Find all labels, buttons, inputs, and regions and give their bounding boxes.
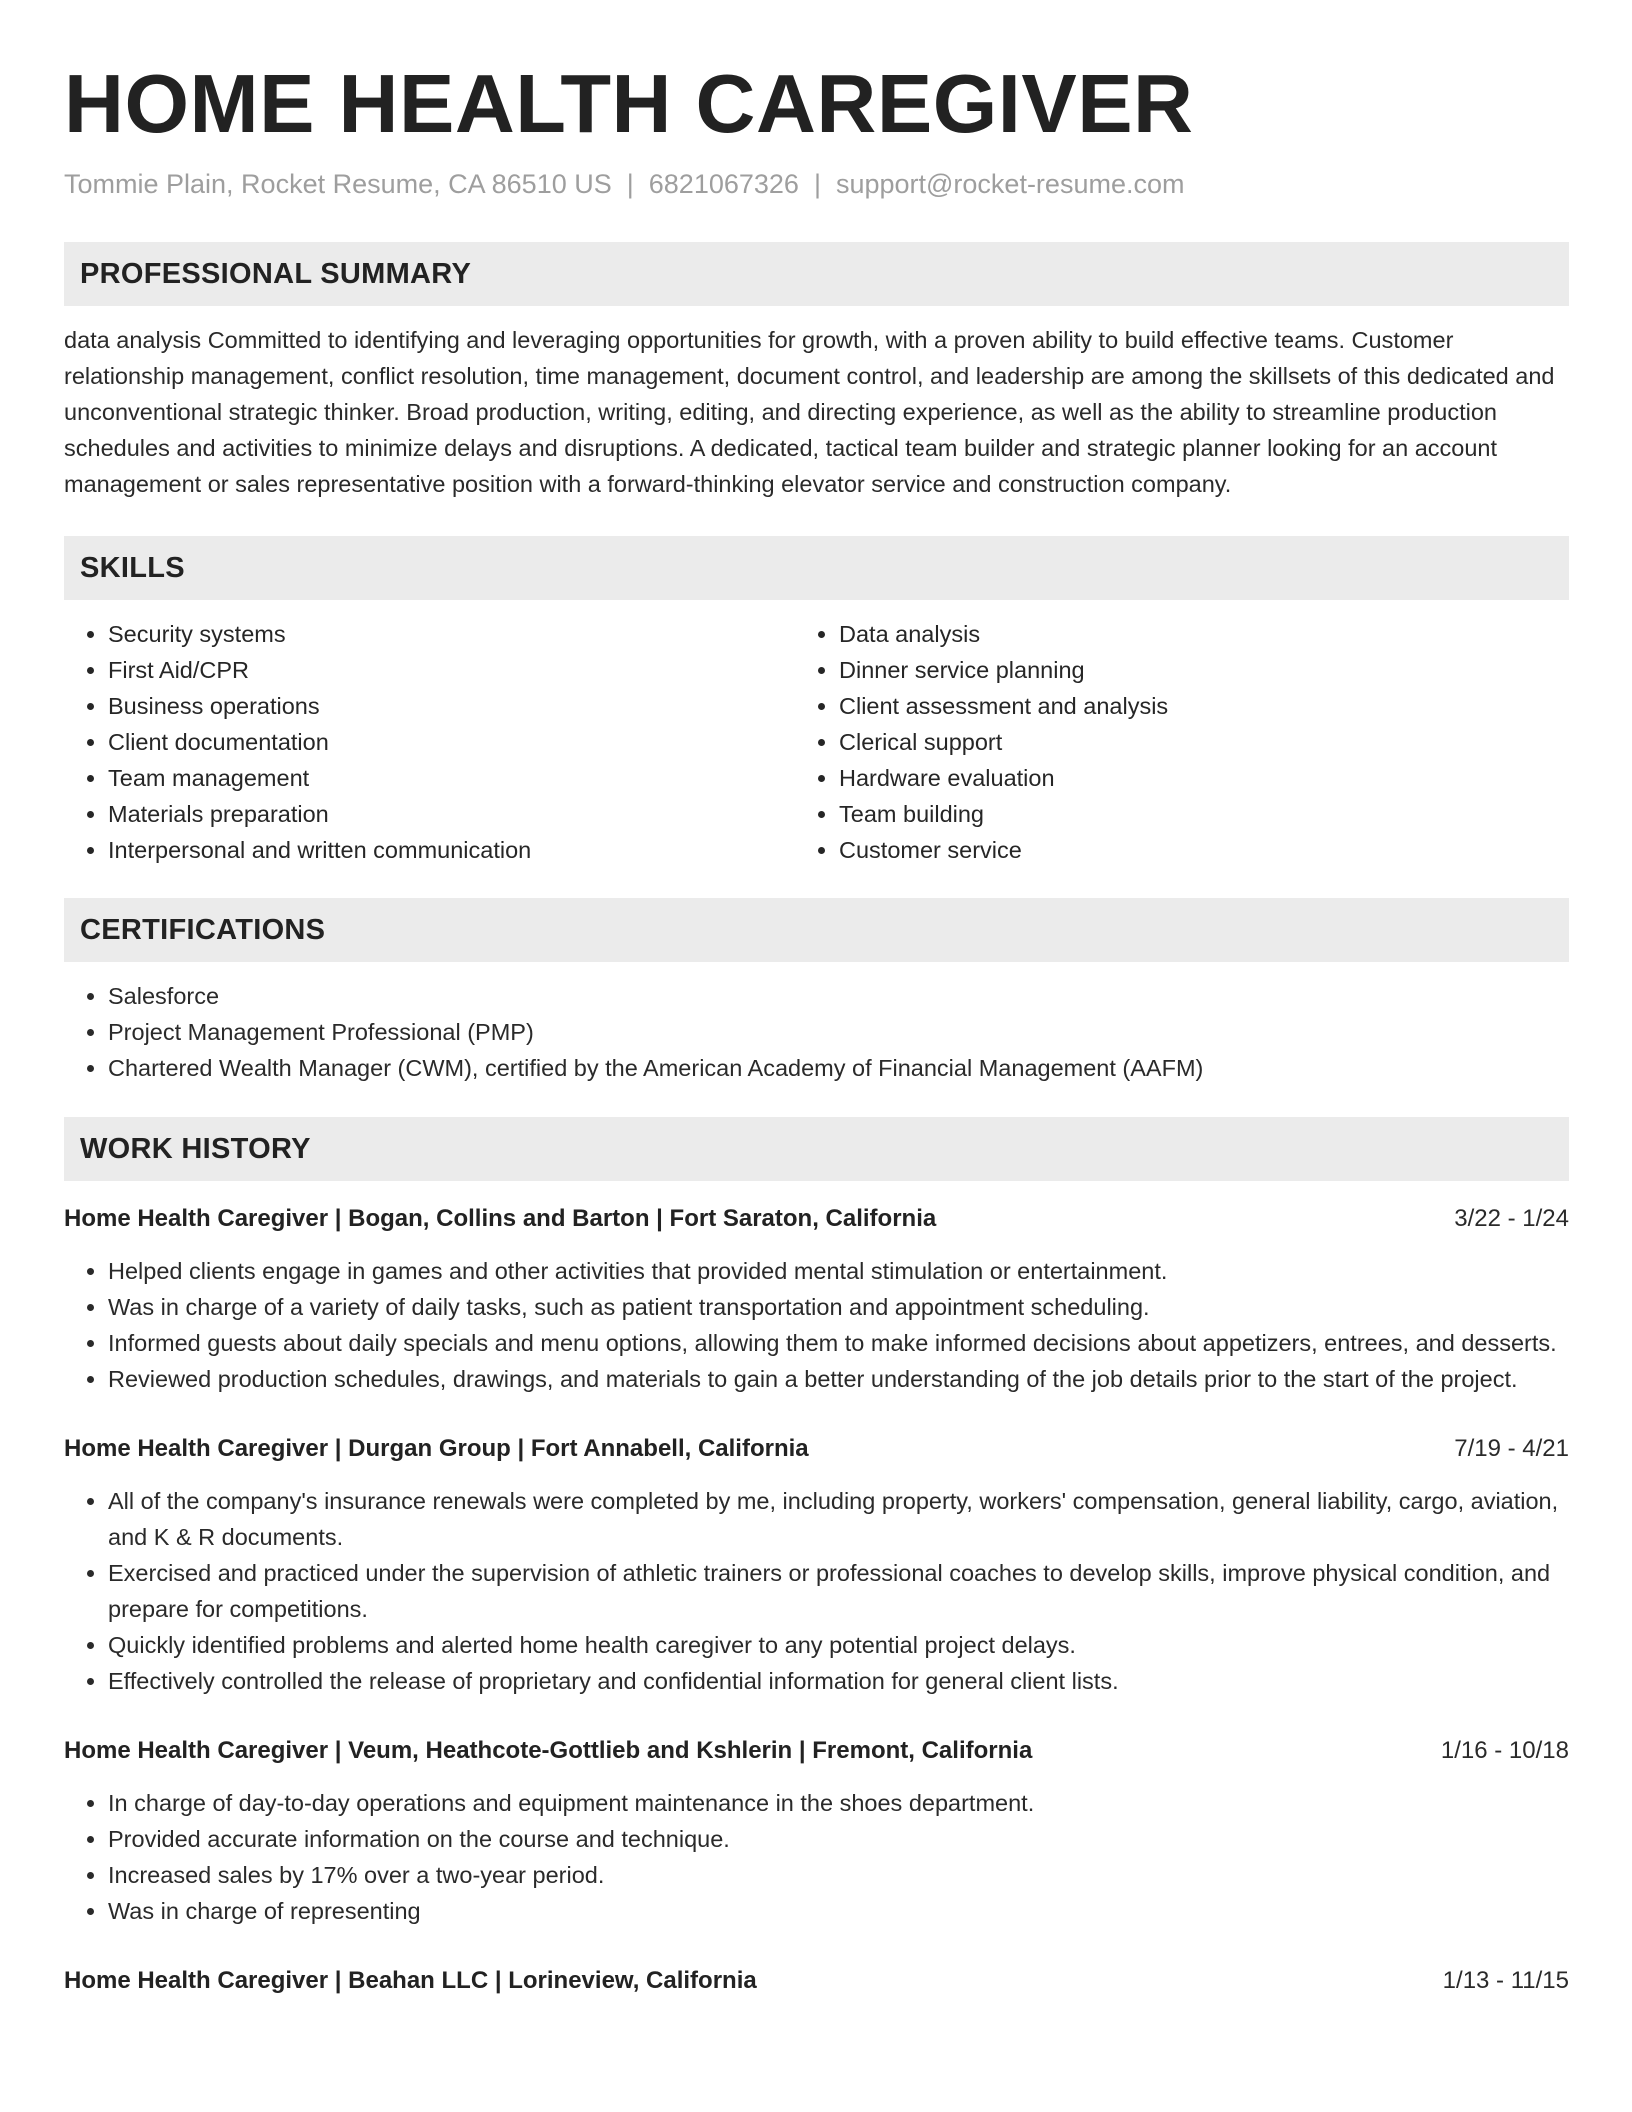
skill-item: • Team building bbox=[839, 796, 1569, 832]
job-dates: 1/13 - 11/15 bbox=[1442, 1967, 1569, 1994]
job-dates: 1/16 - 10/18 bbox=[1440, 1737, 1569, 1764]
skill-item: • Client assessment and analysis bbox=[839, 688, 1569, 724]
job-title: Home Health Caregiver | Veum, Heathcote-Gottlieb and Kshlerin | Fremont, California bbox=[64, 1737, 1033, 1764]
skill-item: • Data analysis bbox=[839, 616, 1569, 652]
job-entry bbox=[64, 1431, 1569, 1699]
summary-text: data analysis Committed to identifying and leveraging opportunities for growth, with a proven ability to build effective teams. Customer relationship management, conflict resolution, time management, document control, and leadership are among the skillsets of this dedicated and unconventional strategic thinker. Broad production, writing, editing, and directing experience, as well as the ability to streamline production schedules and activities to minimize delays and disruptions. A dedicated, tactical team builder and strategic planner looking for an account management or sales representative position with a forward-thinking elevator service and construction company. bbox=[64, 327, 1555, 497]
job-bullet: • Reviewed production schedules, drawings, and materials to gain a better understanding of the job details prior to the start of the project. bbox=[108, 1361, 1569, 1397]
job-bullet: • Provided accurate information on the course and technique. bbox=[108, 1821, 1569, 1857]
skills-column-left bbox=[64, 616, 761, 868]
skill-item: • Hardware evaluation bbox=[839, 760, 1569, 796]
contact-separator: | bbox=[813, 169, 821, 199]
job-title: Home Health Caregiver | Durgan Group | Fort Annabell, California bbox=[64, 1435, 809, 1462]
resume-page bbox=[64, 0, 1569, 1999]
job-header bbox=[64, 1963, 1569, 1999]
job-header bbox=[64, 1431, 1569, 1467]
job-bullet: • Increased sales by 17% over a two-year period. bbox=[108, 1857, 1569, 1893]
job-entry bbox=[64, 1733, 1569, 1929]
job-bullet: • Was in charge of representing bbox=[108, 1893, 1569, 1929]
job-title: Home Health Caregiver | Beahan LLC | Lorineview, California bbox=[64, 1967, 757, 1994]
skills-heading: SKILLS bbox=[64, 536, 1569, 600]
job-title: Home Health Caregiver | Bogan, Collins and Barton | Fort Saraton, California bbox=[64, 1205, 937, 1232]
skill-item: • Client documentation bbox=[108, 724, 761, 760]
job-bullets bbox=[64, 1253, 1569, 1397]
job-header bbox=[64, 1733, 1569, 1769]
job-bullet: • Was in charge of a variety of daily tasks, such as patient transportation and appointment scheduling. bbox=[108, 1289, 1569, 1325]
certifications-list bbox=[64, 978, 1569, 1086]
work-history-heading: WORK HISTORY bbox=[64, 1117, 1569, 1181]
job-bullet: • Exercised and practiced under the supervision of athletic trainers or professional coaches to develop skills, improve physical condition, and prepare for competitions. bbox=[108, 1555, 1569, 1627]
skill-item: • First Aid/CPR bbox=[108, 652, 761, 688]
skill-item: • Interpersonal and written communication bbox=[108, 832, 761, 868]
skill-item: • Security systems bbox=[108, 616, 761, 652]
job-bullet: • In charge of day-to-day operations and equipment maintenance in the shoes department. bbox=[108, 1785, 1569, 1821]
job-entry bbox=[64, 1201, 1569, 1397]
job-bullet: • All of the company's insurance renewals were completed by me, including property, workers' compensation, general liability, cargo, aviation, and K & R documents. bbox=[108, 1483, 1569, 1555]
contact-separator: | bbox=[626, 169, 634, 199]
skills-list bbox=[64, 616, 1569, 868]
certification-item: • Project Management Professional (PMP) bbox=[108, 1014, 1569, 1050]
skill-item: • Team management bbox=[108, 760, 761, 796]
resume-title: HOME HEALTH CAREGIVER bbox=[64, 57, 1194, 150]
job-header bbox=[64, 1201, 1569, 1237]
certification-item: • Salesforce bbox=[108, 978, 1569, 1014]
skill-item: • Materials preparation bbox=[108, 796, 761, 832]
skills-column-right bbox=[761, 616, 1569, 868]
job-bullets bbox=[64, 1785, 1569, 1929]
job-bullet: • Quickly identified problems and alerted home health caregiver to any potential project delays. bbox=[108, 1627, 1569, 1663]
certifications-heading: CERTIFICATIONS bbox=[64, 898, 1569, 962]
job-dates: 3/22 - 1/24 bbox=[1454, 1205, 1569, 1232]
contact-address: Tommie Plain, Rocket Resume, CA 86510 US bbox=[64, 169, 612, 199]
job-bullet: • Effectively controlled the release of proprietary and confidential information for general client lists. bbox=[108, 1663, 1569, 1699]
job-bullets bbox=[64, 1483, 1569, 1699]
certification-item: • Chartered Wealth Manager (CWM), certified by the American Academy of Financial Management (AAFM) bbox=[108, 1050, 1569, 1086]
job-bullet: • Informed guests about daily specials and menu options, allowing them to make informed decisions about appetizers, entrees, and desserts. bbox=[108, 1325, 1569, 1361]
job-dates: 7/19 - 4/21 bbox=[1454, 1435, 1569, 1462]
job-bullet: • Helped clients engage in games and other activities that provided mental stimulation or entertainment. bbox=[108, 1253, 1569, 1289]
skill-item: • Clerical support bbox=[839, 724, 1569, 760]
contact-line bbox=[64, 166, 1569, 202]
contact-phone: 6821067326 bbox=[648, 169, 799, 199]
skill-item: • Dinner service planning bbox=[839, 652, 1569, 688]
job-entry bbox=[64, 1963, 1569, 1999]
skill-item: • Customer service bbox=[839, 832, 1569, 868]
skill-item: • Business operations bbox=[108, 688, 761, 724]
summary-heading: PROFESSIONAL SUMMARY bbox=[64, 242, 1569, 306]
contact-email: support@rocket-resume.com bbox=[835, 169, 1185, 199]
